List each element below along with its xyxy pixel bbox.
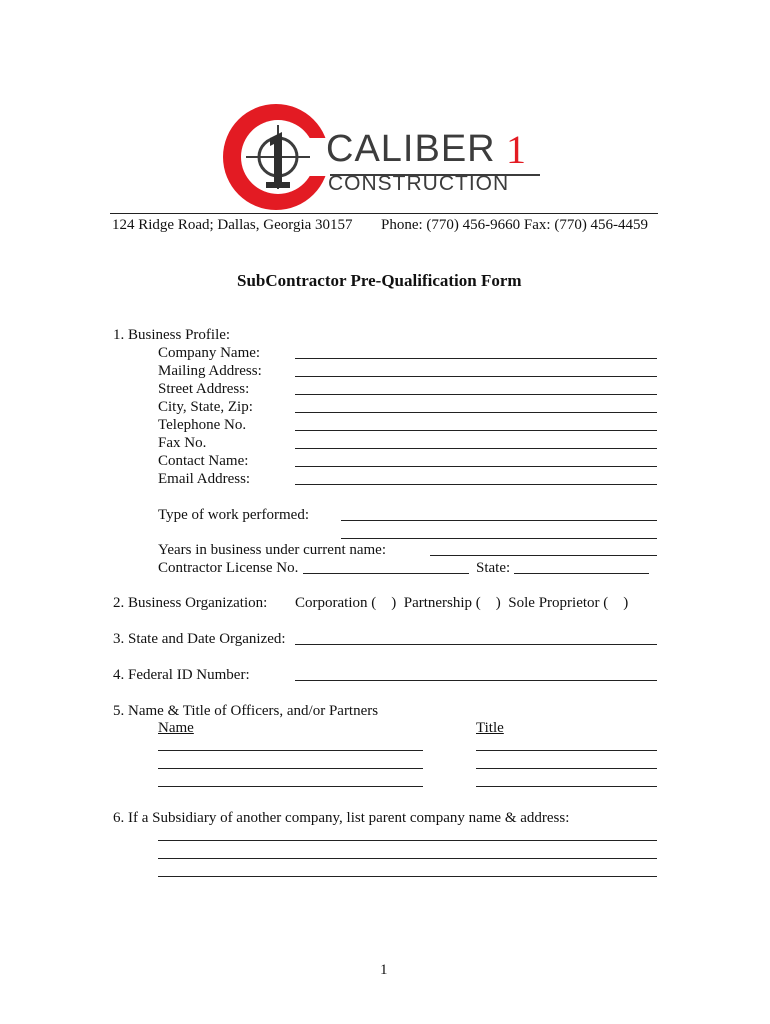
form-title: SubContractor Pre-Qualification Form (237, 271, 522, 290)
section-6-heading: 6. If a Subsidiary of another company, list parent company name & address: (113, 810, 570, 826)
field-contractor-license[interactable] (303, 573, 469, 574)
parent-company-field-2[interactable] (158, 858, 657, 859)
logo-number-1: 1 (506, 127, 526, 172)
officer-name-field-1[interactable] (158, 750, 423, 751)
parent-company-field-1[interactable] (158, 840, 657, 841)
label-city-state-zip: City, State, Zip: (158, 399, 253, 415)
field-state-date-organized[interactable] (295, 644, 657, 645)
section-5-heading: 5. Name & Title of Officers, and/or Partners (113, 703, 379, 719)
header-rule (110, 213, 658, 214)
field-city-state-zip[interactable] (295, 412, 657, 413)
logo-word-construction: CONSTRUCTION (328, 172, 510, 195)
officer-name-field-3[interactable] (158, 786, 423, 787)
field-company-name[interactable] (295, 358, 657, 359)
company-address: 124 Ridge Road; Dallas, Georgia 30157 (112, 217, 353, 233)
logo-word-caliber: CALIBER (326, 128, 496, 170)
field-type-of-work-2[interactable] (341, 538, 657, 539)
field-fax[interactable] (295, 448, 657, 449)
officer-title-field-1[interactable] (476, 750, 657, 751)
field-federal-id[interactable] (295, 680, 657, 681)
officers-title-header: Title (476, 720, 504, 736)
field-years-in-business[interactable] (430, 555, 657, 556)
field-email-address[interactable] (295, 484, 657, 485)
label-fax: Fax No. (158, 435, 207, 451)
officer-name-field-2[interactable] (158, 768, 423, 769)
page-number: 1 (380, 962, 388, 978)
label-company-name: Company Name: (158, 345, 261, 361)
label-type-of-work: Type of work performed: (158, 507, 309, 523)
field-telephone[interactable] (295, 430, 657, 431)
logo-emblem (218, 100, 338, 212)
field-mailing-address[interactable] (295, 376, 657, 377)
section-4-heading: 4. Federal ID Number: (113, 667, 250, 683)
field-type-of-work-1[interactable] (341, 520, 657, 521)
officers-name-header: Name (158, 720, 194, 736)
section-1-heading: 1. Business Profile: (113, 327, 231, 343)
section-2-heading: 2. Business Organization: (113, 595, 268, 611)
label-mailing-address: Mailing Address: (158, 363, 262, 379)
section-3-heading: 3. State and Date Organized: (113, 631, 286, 647)
officer-title-field-2[interactable] (476, 768, 657, 769)
field-street-address[interactable] (295, 394, 657, 395)
officer-title-field-3[interactable] (476, 786, 657, 787)
label-telephone: Telephone No. (158, 417, 247, 433)
label-contractor-license: Contractor License No. (158, 560, 299, 576)
phone-fax: Phone: (770) 456-9660 Fax: (770) 456-4459 (381, 217, 649, 233)
caliber-construction-logo (218, 100, 548, 212)
label-email-address: Email Address: (158, 471, 251, 487)
label-street-address: Street Address: (158, 381, 250, 397)
label-state: State: (476, 560, 511, 576)
field-contact-name[interactable] (295, 466, 657, 467)
label-years-in-business: Years in business under current name: (158, 542, 387, 558)
label-contact-name: Contact Name: (158, 453, 249, 469)
field-state[interactable] (514, 573, 649, 574)
business-organization-options[interactable]: Corporation ( ) Partnership ( ) Sole Proprietor ( ) (295, 595, 629, 611)
parent-company-field-3[interactable] (158, 876, 657, 877)
